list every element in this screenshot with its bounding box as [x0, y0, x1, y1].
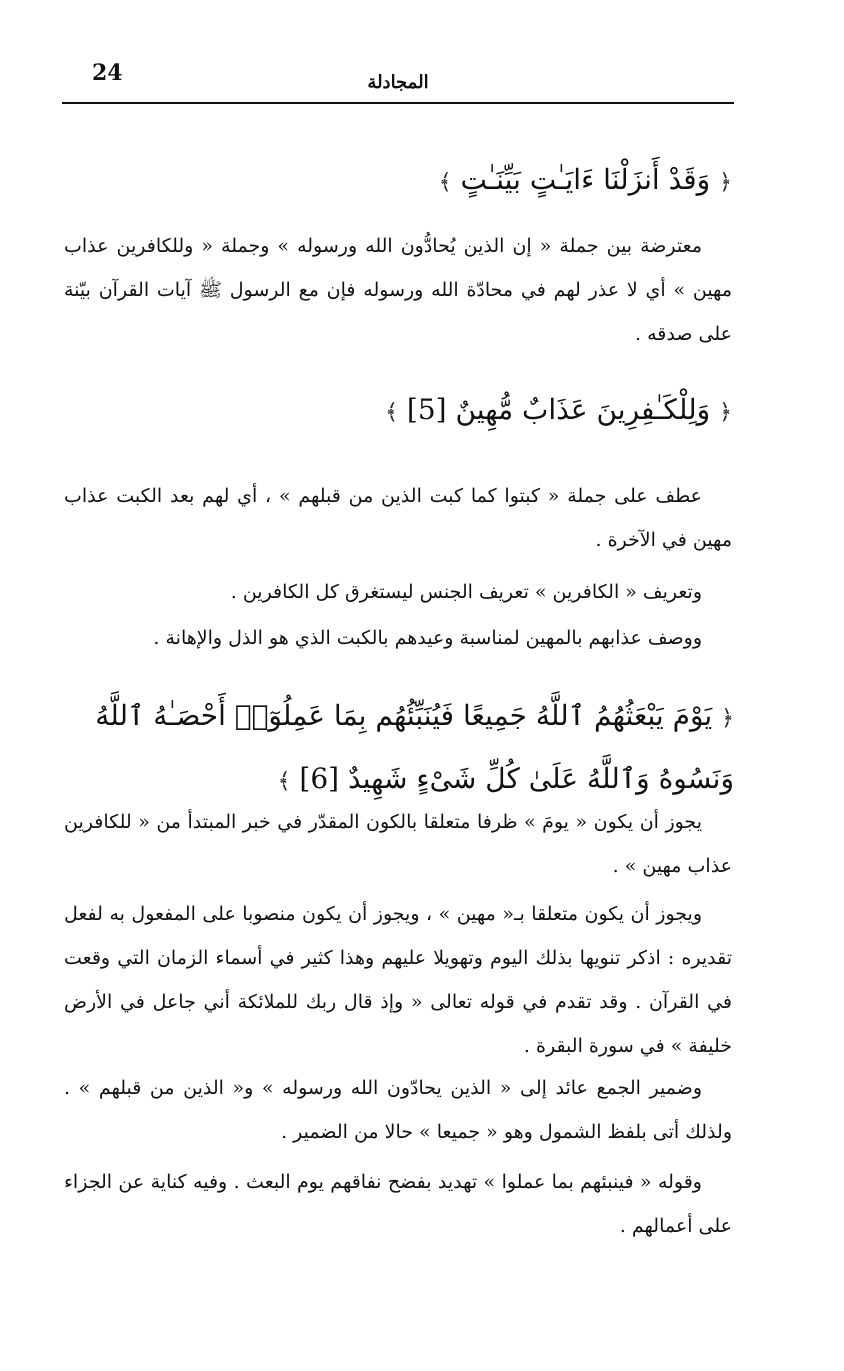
- commentary-paragraph: ووصف عذابهم بالمهين لمناسبة وعيدهم بالكبت الذي هو الذل والإهانة .: [153, 627, 702, 649]
- page-number: 24: [92, 60, 123, 86]
- commentary-paragraph: ويجوز أن يكون متعلقا بـ« مهين » ، ويجوز أن يكون منصوبا على المفعول به لفعل تقديره : اذكر تنويها بذلك اليوم وتهويلا عليهم وهذا كثير في أسماء الزمان التي وقعت في القرآن . وقد تقدم في قوله تعالى « وإذ قال ربك للملائكة أني جاعل في الأرض خليفة » في سورة البقرة .: [64, 903, 732, 1057]
- header-rule: [62, 102, 734, 104]
- commentary-paragraph: عطف على جملة « كبتوا كما كبت الذين من قبلهم » ، أي لهم بعد الكبت عذاب مهين في الآخرة .: [64, 485, 732, 551]
- quran-verse-2: [92, 380, 732, 443]
- verse-open-bracket: ﴿: [721, 706, 734, 731]
- verse-close-bracket: ﴾: [277, 769, 291, 794]
- page-header: [62, 60, 734, 106]
- verse-close-bracket: ﴾: [385, 400, 398, 425]
- commentary-paragraph: وضمير الجمع عائد إلى « الذين يحادّون الله ورسوله » و« الذين من قبلهم » . ولذلك أتى بلفظ الشمول وهو « جميعا » حالا من الضمير .: [64, 1077, 732, 1143]
- verse-text: وَقَدْ أَنزَلْنَا ءَايَـٰتٍ بَيِّنَـٰتٍ: [460, 163, 711, 196]
- verse-text: يَوْمَ يَبْعَثُهُمُ ٱللَّهُ جَمِيعًا فَيُنَبِّئُهُم بِمَا عَمِلُوٓا۟ أَحْصَـٰهُ ٱللَّهُ وَنَسُوهُ وَٱللَّهُ عَلَىٰ كُلِّ شَىْءٍ شَهِيدٌ [6]: [95, 699, 734, 795]
- verse-text: وَلِلْكَـٰفِرِينَ عَذَابٌ مُّهِينٌ [5]: [406, 393, 711, 426]
- verse-close-bracket: ﴾: [438, 170, 452, 195]
- commentary-paragraph: وقوله « فينبئهم بما عملوا » تهديد بفضح نفاقهم يوم البعث . وفيه كناية عن الجزاء على أعمالهم .: [64, 1171, 732, 1237]
- verse-open-bracket: ﴿: [719, 170, 732, 195]
- running-title: المجادلة: [367, 72, 429, 93]
- commentary-paragraph: يجوز أن يكون « يومَ » ظرفا متعلقا بالكون المقدّر في خبر المبتدأ من « للكافرين عذاب مهين » .: [64, 811, 732, 877]
- commentary-paragraph: معترضة بين جملة « إن الذين يُحادُّون الله ورسوله » وجملة « وللكافرين عذاب مهين » أي لا عذر لهم في محادّة الله ورسوله فإن مع الرسول ﷺ آيات القرآن بيّنة على صدقه .: [64, 235, 732, 345]
- verse-open-bracket: ﴿: [719, 400, 732, 425]
- commentary-paragraph: وتعريف « الكافرين » تعريف الجنس ليستغرق كل الكافرين .: [230, 581, 702, 603]
- quran-verse-1: [92, 150, 732, 213]
- quran-verse-3: [54, 686, 734, 812]
